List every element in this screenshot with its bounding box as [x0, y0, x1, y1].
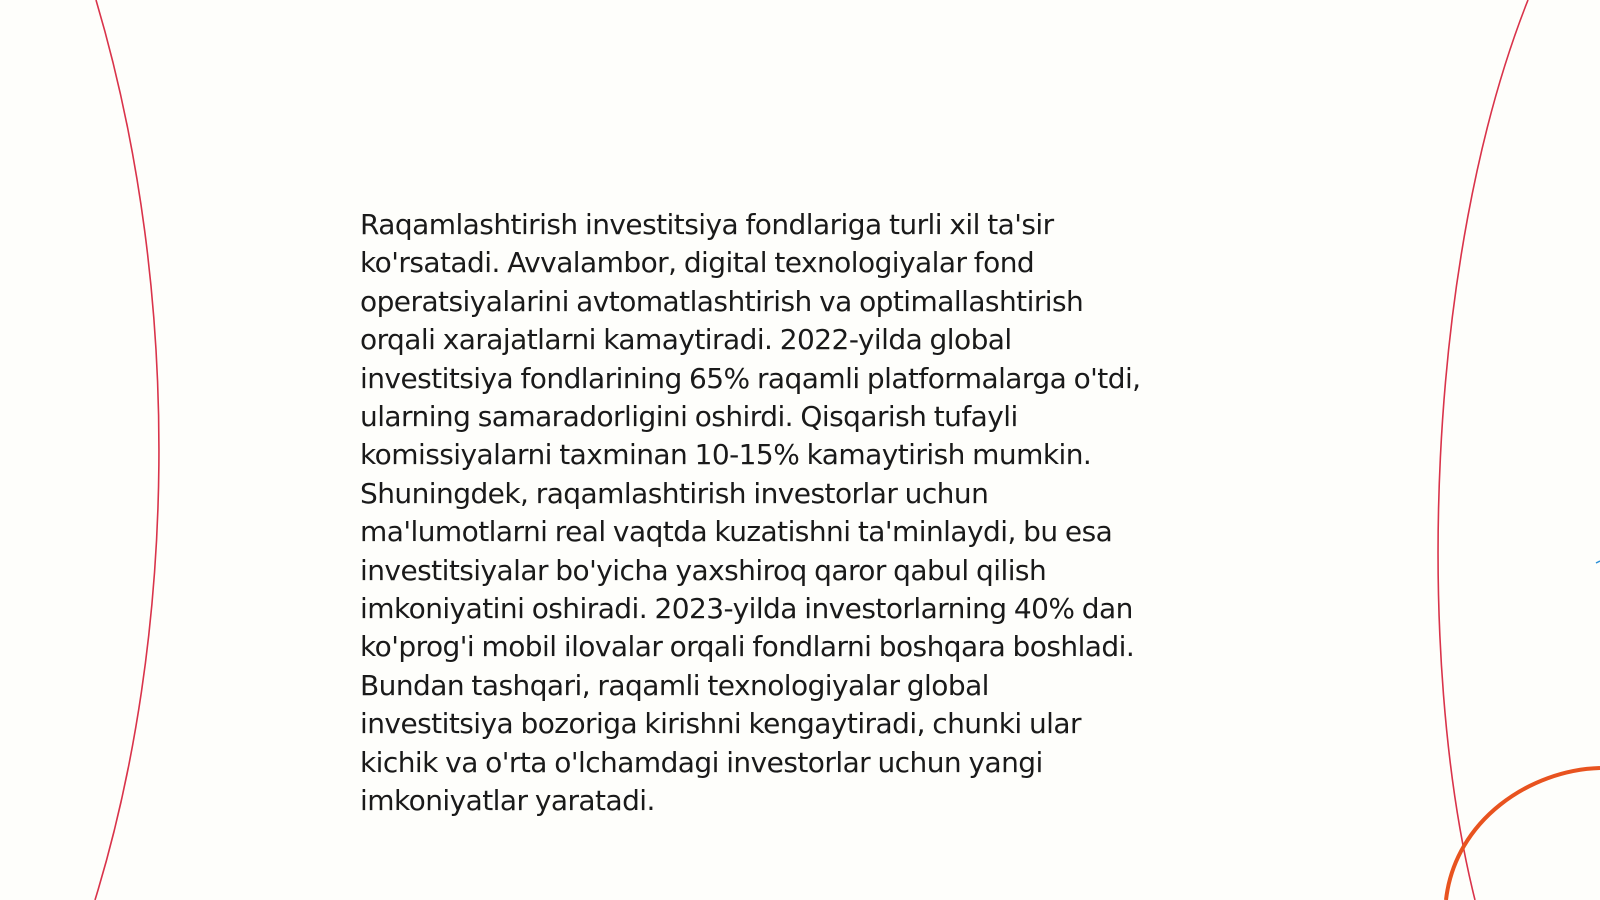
orange-accent-arc	[1446, 768, 1600, 900]
right-decorative-curve	[1438, 0, 1528, 900]
left-decorative-curve	[95, 0, 159, 900]
blue-accent-mark	[1596, 561, 1600, 563]
slide-body-text: Raqamlashtirish investitsiya fondlariga turli xil ta'sir ko'rsatadi. Avvalambor, digital texnologiyalar fond operatsiyalarini avtomatlashtirish va optimallashtirish orqali xarajatlarni kamaytiradi. 2022-yilda global investitsiya fondlarining 65% raqamli platformalarga o'tdi, ularning samaradorligini oshirdi. Qisqarish tufayli komissiyalarni taxminan 10-15% kamaytirish mumkin. Shuningdek, raqamlashtirish investorlar uchun ma'lumotlarni real vaqtda kuzatishni ta'minlaydi, bu esa investitsiyalar bo'yicha yaxshiroq qaror qabul qilish imkoniyatini oshiradi. 2023-yilda investorlarning 40% dan ko'prog'i mobil ilovalar orqali fondlarni boshqara boshladi. Bundan tashqari, raqamli texnologiyalar global investitsiya bozoriga kirishni kengaytiradi, chunki ular kichik va o'rta o'lchamdagi investorlar uchun yangi imkoniyatlar yaratadi.	[360, 208, 1141, 818]
